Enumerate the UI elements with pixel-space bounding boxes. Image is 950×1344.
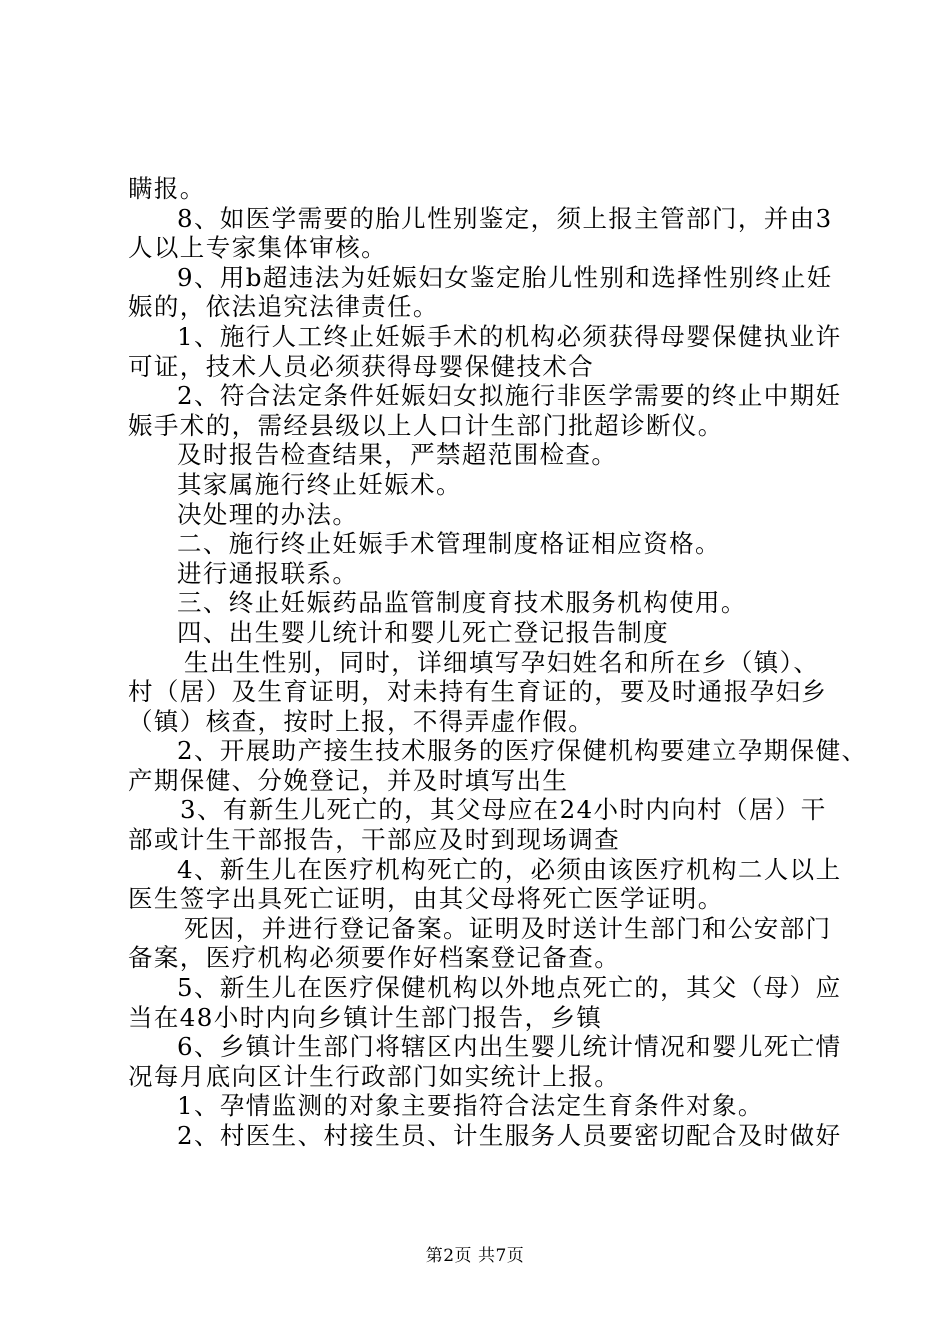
text-line: 死因，并进行登记备案。证明及时送计生部门和公安部门 [184,913,832,943]
text-line: 3、有新生儿死亡的，其父母应在24小时内向村（居）干 [180,795,827,825]
page-number-footer: 第2页 共7页 [425,1246,525,1266]
text-line: 村（居）及生育证明，对未持有生育证的，要及时通报孕妇乡 [128,677,828,707]
text-line: 备案，医疗机构必须要作好档案登记备查。 [128,943,621,973]
text-line: 1、施行人工终止妊娠手术的机构必须获得母婴保健执业许 [177,321,842,351]
text-line: 其家属施行终止妊娠术。 [177,469,462,499]
text-line: 可证，技术人员必须获得母婴保健技术合 [128,351,595,381]
text-line: 医生签字出具死亡证明，由其父母将死亡医学证明。 [128,884,724,914]
text-line: 2、开展助产接生技术服务的医疗保健机构要建立孕期保健、 [177,736,868,766]
text-line: （镇）核查，按时上报，不得弄虚作假。 [128,706,595,736]
text-line: 四、出生婴儿统计和婴儿死亡登记报告制度 [177,617,670,647]
text-line: 生出生性别，同时，详细填写孕妇姓名和所在乡（镇）、 [184,647,820,677]
text-line: 人以上专家集体审核。 [128,233,387,263]
text-line: 2、符合法定条件妊娠妇女拟施行非医学需要的终止中期妊 [177,381,842,411]
text-line: 6、乡镇计生部门将辖区内出生婴儿统计情况和婴儿死亡情 [177,1032,842,1062]
text-line: 及时报告检查结果，严禁超范围检查。 [177,440,618,470]
text-line: 当在48小时内向乡镇计生部门报告，乡镇 [128,1002,603,1032]
text-line: 部或计生干部报告，干部应及时到现场调查 [128,825,621,855]
text-line: 5、新生儿在医疗保健机构以外地点死亡的，其父（母）应 [177,973,842,1003]
text-line: 产期保健、分娩登记，并及时填写出生 [128,765,569,795]
text-line: 进行通报联系。 [177,558,359,588]
text-line: 9、用b超违法为妊娠妇女鉴定胎儿性别和选择性别终止妊 [177,262,833,292]
text-line: 1、孕情监测的对象主要指符合法定生育条件对象。 [177,1091,764,1121]
text-line: 4、新生儿在医疗机构死亡的，必须由该医疗机构二人以上 [177,854,842,884]
text-line: 决处理的办法。 [177,499,359,529]
text-line: 娠的，依法追究法律责任。 [128,292,439,322]
text-line: 娠手术的，需经县级以上人口计生部门批超诊断仪。 [128,410,724,440]
body-text [128,174,868,1151]
text-line: 2、村医生、村接生员、计生服务人员要密切配合及时做好 [177,1121,842,1150]
text-line: 8、如医学需要的胎儿性别鉴定，须上报主管部门，并由3 [177,203,833,233]
text-line: 况每月底向区计生行政部门如实统计上报。 [128,1061,621,1091]
text-line: 二、施行终止妊娠手术管理制度格证相应资格。 [177,529,721,559]
text-line: 瞒报。 [128,174,206,203]
text-line: 三、终止妊娠药品监管制度育技术服务机构使用。 [177,588,747,618]
